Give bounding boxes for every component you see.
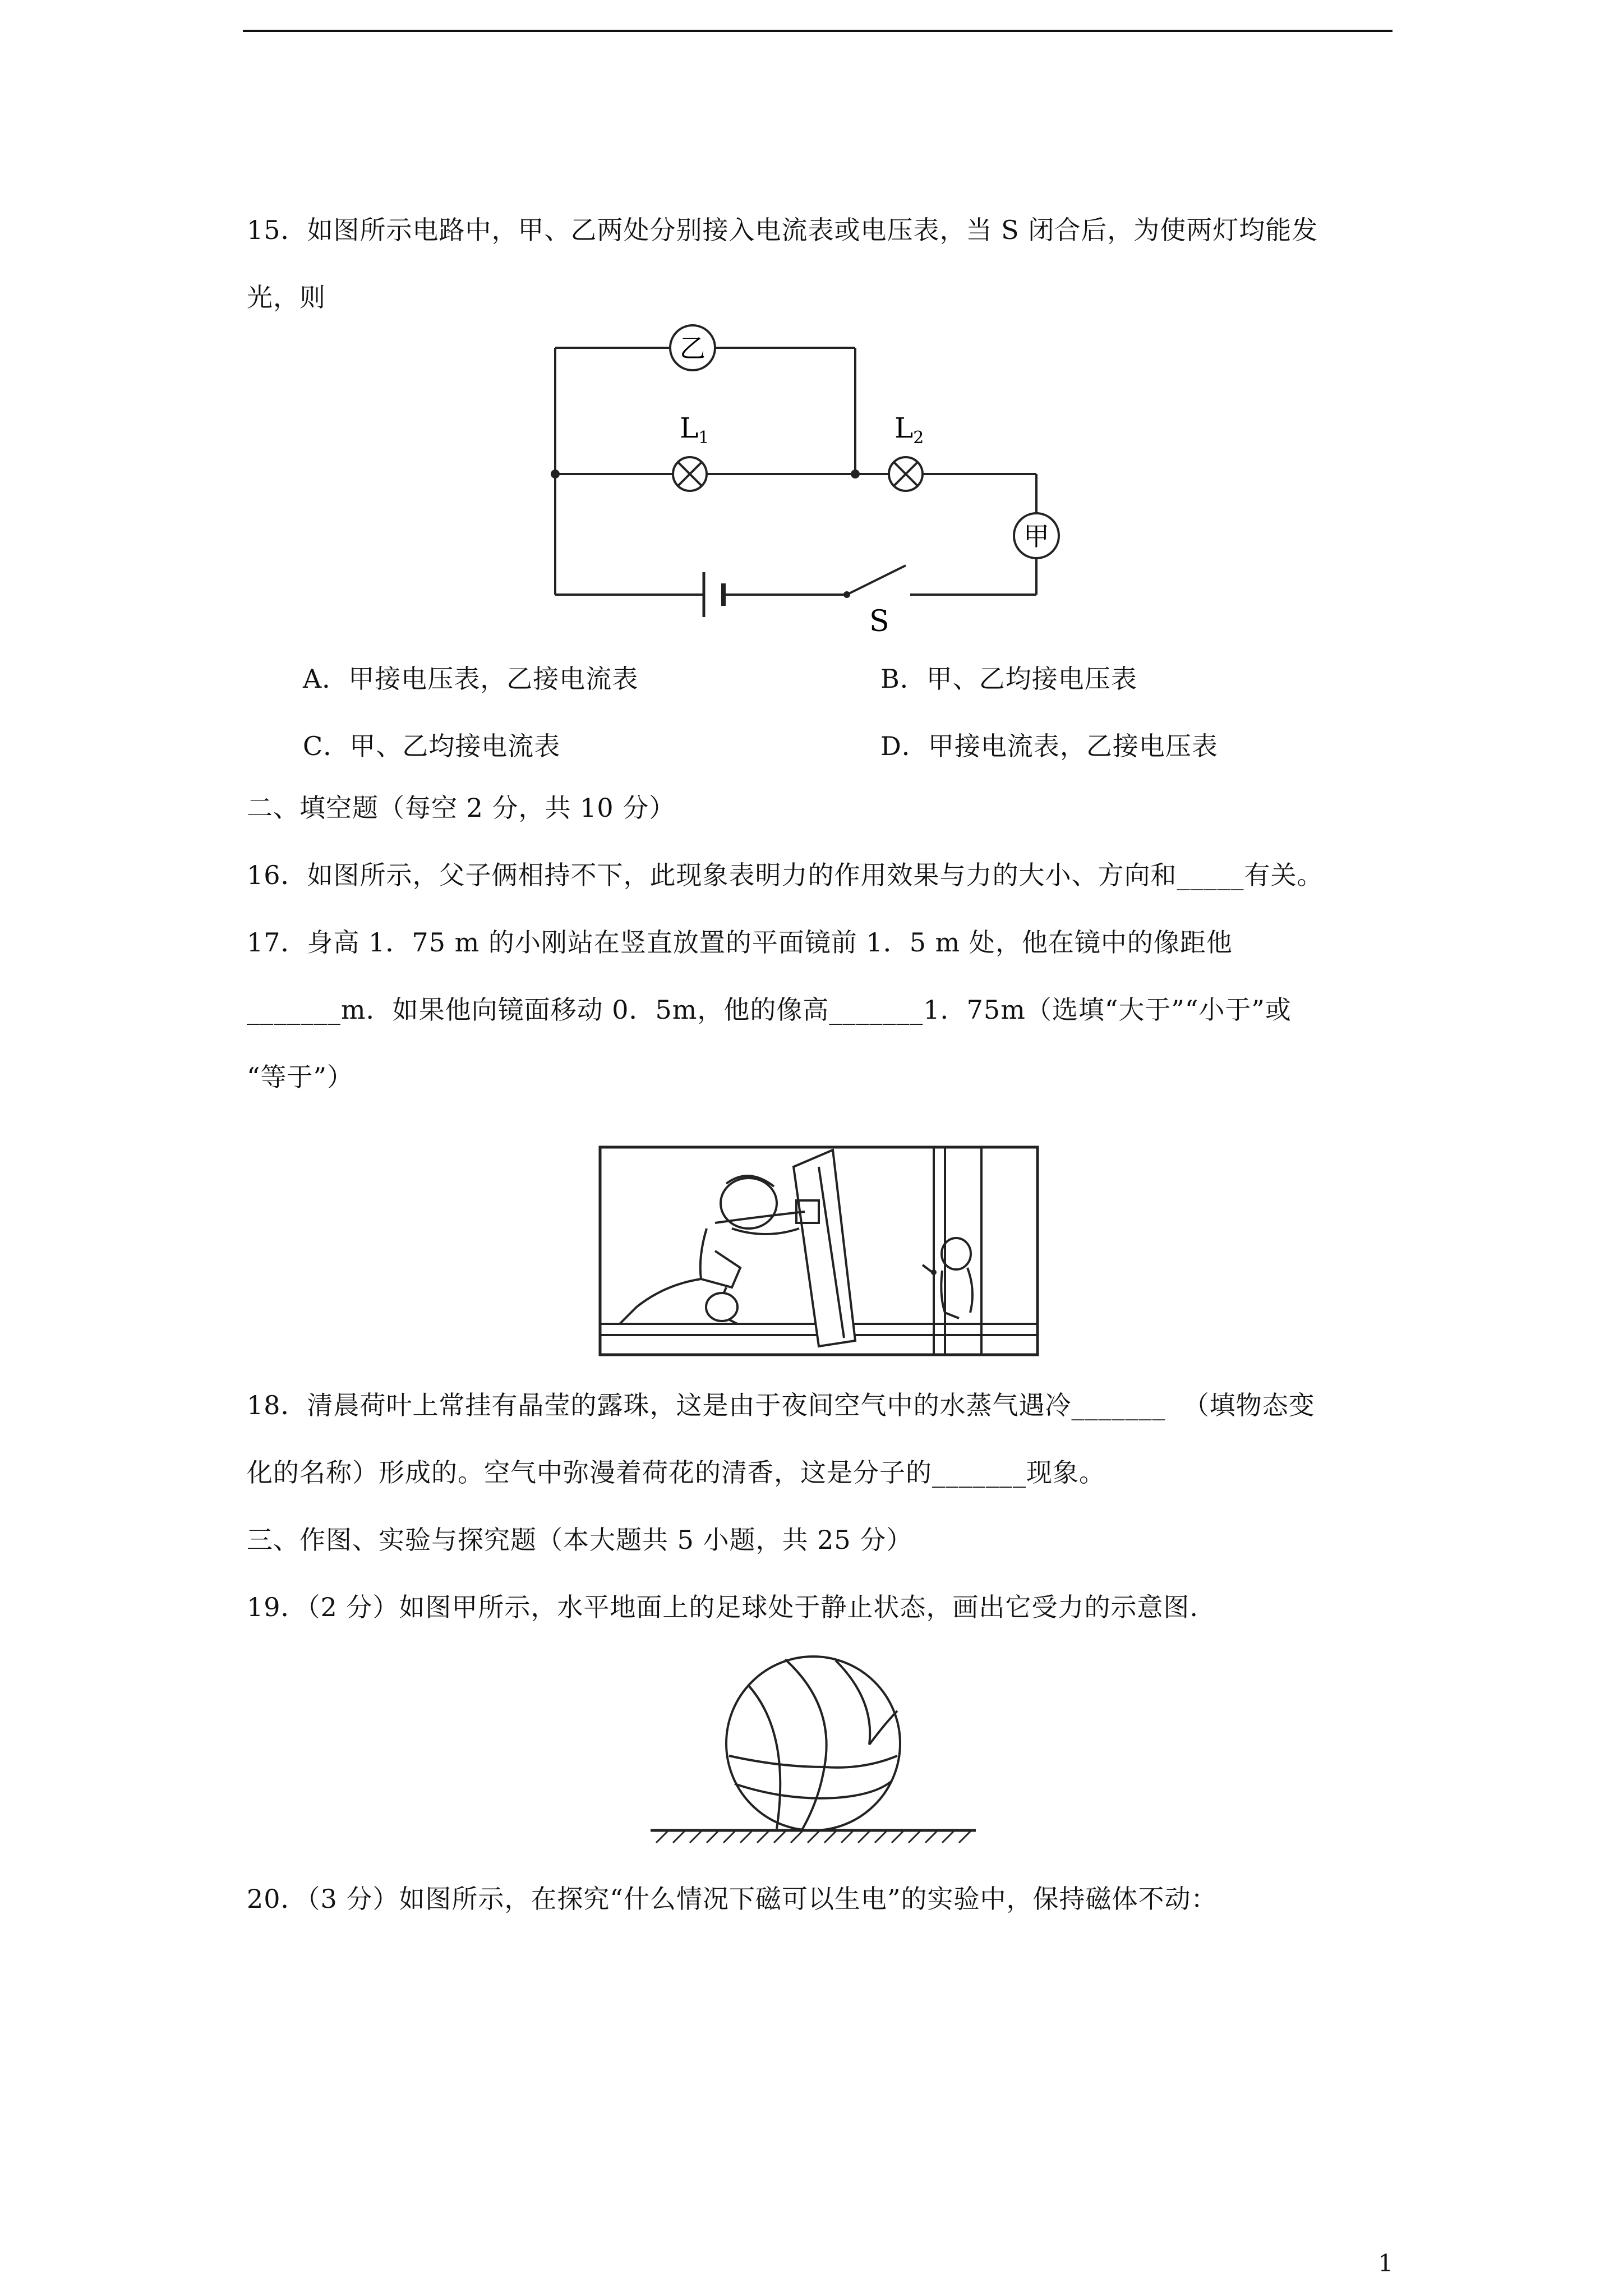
q16-text: 16．如图所示，父子俩相持不下，此现象表明力的作用效果与力的大小、方向和_____有关。 [247,860,1324,890]
junction-left [551,470,560,478]
switch-lever [847,565,906,595]
q20-text: 20．（3 分）如图所示，在探究“什么情况下磁可以生电”的实验中，保持磁体不动： [247,1884,1218,1914]
meter-yi [670,325,715,370]
switch-label: S [869,605,889,638]
q15-option-d: D．甲接电流表，乙接电压表 [880,731,1218,761]
meter-jia [1014,513,1059,558]
lamp-l1-icon [673,457,707,491]
section3-heading: 三、作图、实验与探究题（本大题共 5 小题，共 25 分） [247,1525,913,1555]
lamp-l1-label: $L_1$ [680,412,709,448]
q18-text-line2: 化的名称）形成的。空气中弥漫着荷花的清香，这是分子的_______现象。 [247,1457,1105,1488]
q15-option-c: C．甲、乙均接电流表 [303,731,561,761]
q19-text: 19．（2 分）如图甲所示，水平地面上的足球处于静止状态，画出它受力的示意图. [247,1592,1199,1622]
door-push-illustration [597,1144,1040,1358]
section2-heading: 二、填空题（每空 2 分，共 10 分） [247,793,676,823]
svg-text:甲: 甲 [1023,521,1049,551]
ground-hatching [656,1830,971,1843]
q15-option-a: A．甲接电压表，乙接电流表 [303,664,639,694]
lamp-l2-icon [889,457,923,491]
q15-text-line1: 15．如图所示电路中，甲、乙两处分别接入电流表或电压表，当 S 闭合后，为使两灯均能发 [247,215,1318,245]
lamp-l2-label: $L_2$ [895,412,924,448]
junction-middle [851,470,860,478]
q17-text-line1: 17．身高 1．75 m 的小刚站在竖直放置的平面镜前 1．5 m 处，他在镜中的像距他 [247,927,1233,958]
header-rule [243,30,1393,32]
ball-on-ground-illustration [651,1655,976,1851]
circuit-diagram [538,320,1071,639]
q15-text-line2: 光，则 [247,282,326,312]
svg-text:乙: 乙 [680,333,706,364]
q18-text-line1: 18．清晨荷叶上常挂有晶莹的露珠，这是由于夜间空气中的水蒸气遇冷_______ （填物态变 [247,1390,1315,1420]
page-number: 1 [1378,2249,1393,2277]
q17-text-line3: “等于”） [247,1062,354,1092]
q15-option-b: B．甲、乙均接电压表 [880,664,1137,694]
q17-text-line2: _______m．如果他向镜面移动 0．5m，他的像高_______1．75m（选填“大于”“小于”或 [247,995,1292,1025]
